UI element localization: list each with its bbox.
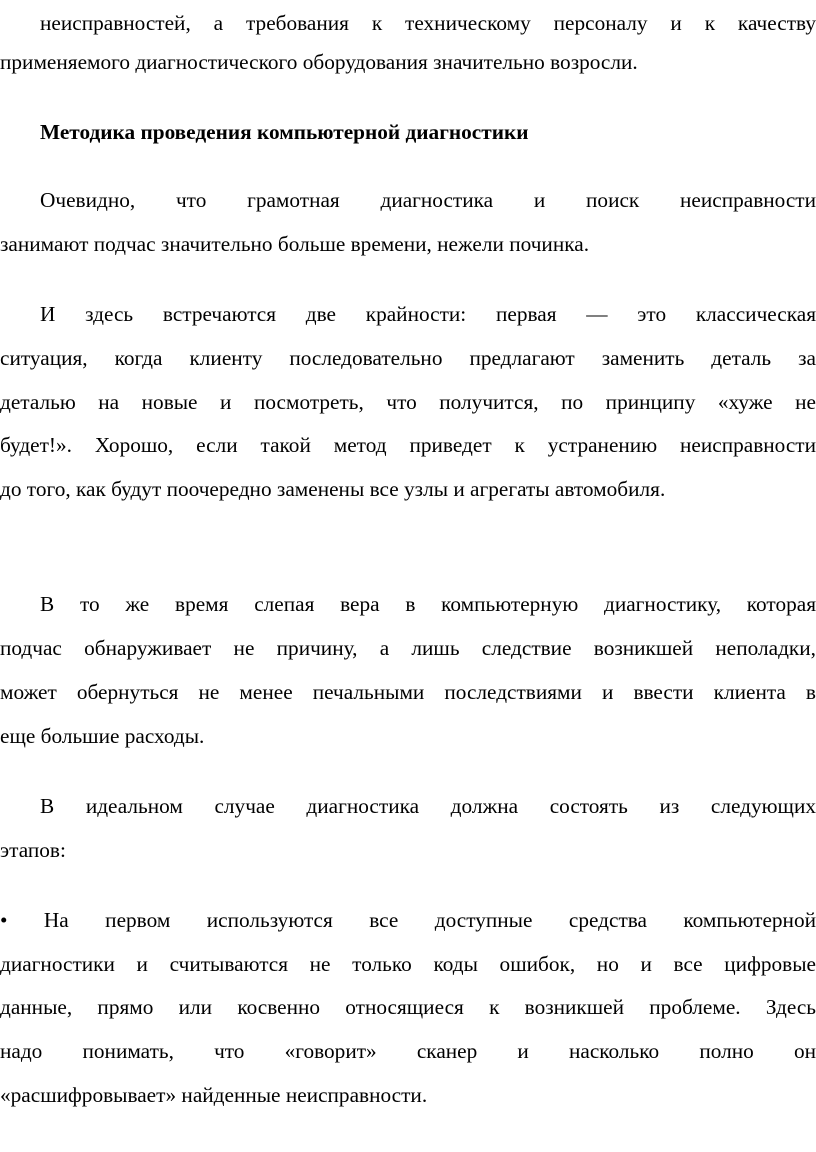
p3-line-1: В то же время слепая вера в компьютерную диагностику, которая <box>40 592 816 616</box>
intro-line-2: применяемого диагностического оборудования значительно возросли. <box>0 50 638 74</box>
p2-line-1: И здесь встречаются две крайности: первая — это классическая <box>40 302 816 326</box>
bullet-item-line-2: диагностики и считываются не только коды ошибок, но и все цифровые <box>0 952 816 976</box>
p4-line-1: В идеальном случае диагностика должна состоять из следующих <box>40 794 816 818</box>
bullet-item-line-4: надо понимать, что «говорит» сканер и насколько полно он <box>0 1039 816 1063</box>
p1-line-1: Очевидно, что грамотная диагностика и поиск неисправности <box>40 188 816 212</box>
p3-line-2: подчас обнаруживает не причину, а лишь следствие возникшей неполадки, <box>0 636 816 660</box>
intro-line-1: неисправностей, а требования к техническому персоналу и к качеству <box>40 11 816 35</box>
p2-line-2: ситуация, когда клиенту последовательно предлагают заменить деталь за <box>0 346 816 370</box>
p2-line-5: до того, как будут поочередно заменены все узлы и агрегаты автомобиля. <box>0 477 666 501</box>
bullet-item-line-5: «расшифровывает» найденные неисправности. <box>0 1083 428 1107</box>
p2-line-3: деталью на новые и посмотреть, что получится, по принципу «хуже не <box>0 390 816 414</box>
p2-line-4: будет!». Хорошо, если такой метод приведет к устранению неисправности <box>0 433 816 457</box>
p3-line-4: еще большие расходы. <box>0 724 205 748</box>
p4-line-2: этапов: <box>0 838 66 862</box>
p3-line-3: может обернуться не менее печальными последствиями и ввести клиента в <box>0 680 816 704</box>
bullet-item-line-3: данные, прямо или косвенно относящиеся к возникшей проблеме. Здесь <box>0 995 816 1019</box>
bullet-item-line-1: • На первом используются все доступные средства компьютерной <box>0 908 816 932</box>
section-heading: Методика проведения компьютерной диагностики <box>40 120 529 144</box>
p1-line-2: занимают подчас значительно больше времени, нежели починка. <box>0 232 590 256</box>
